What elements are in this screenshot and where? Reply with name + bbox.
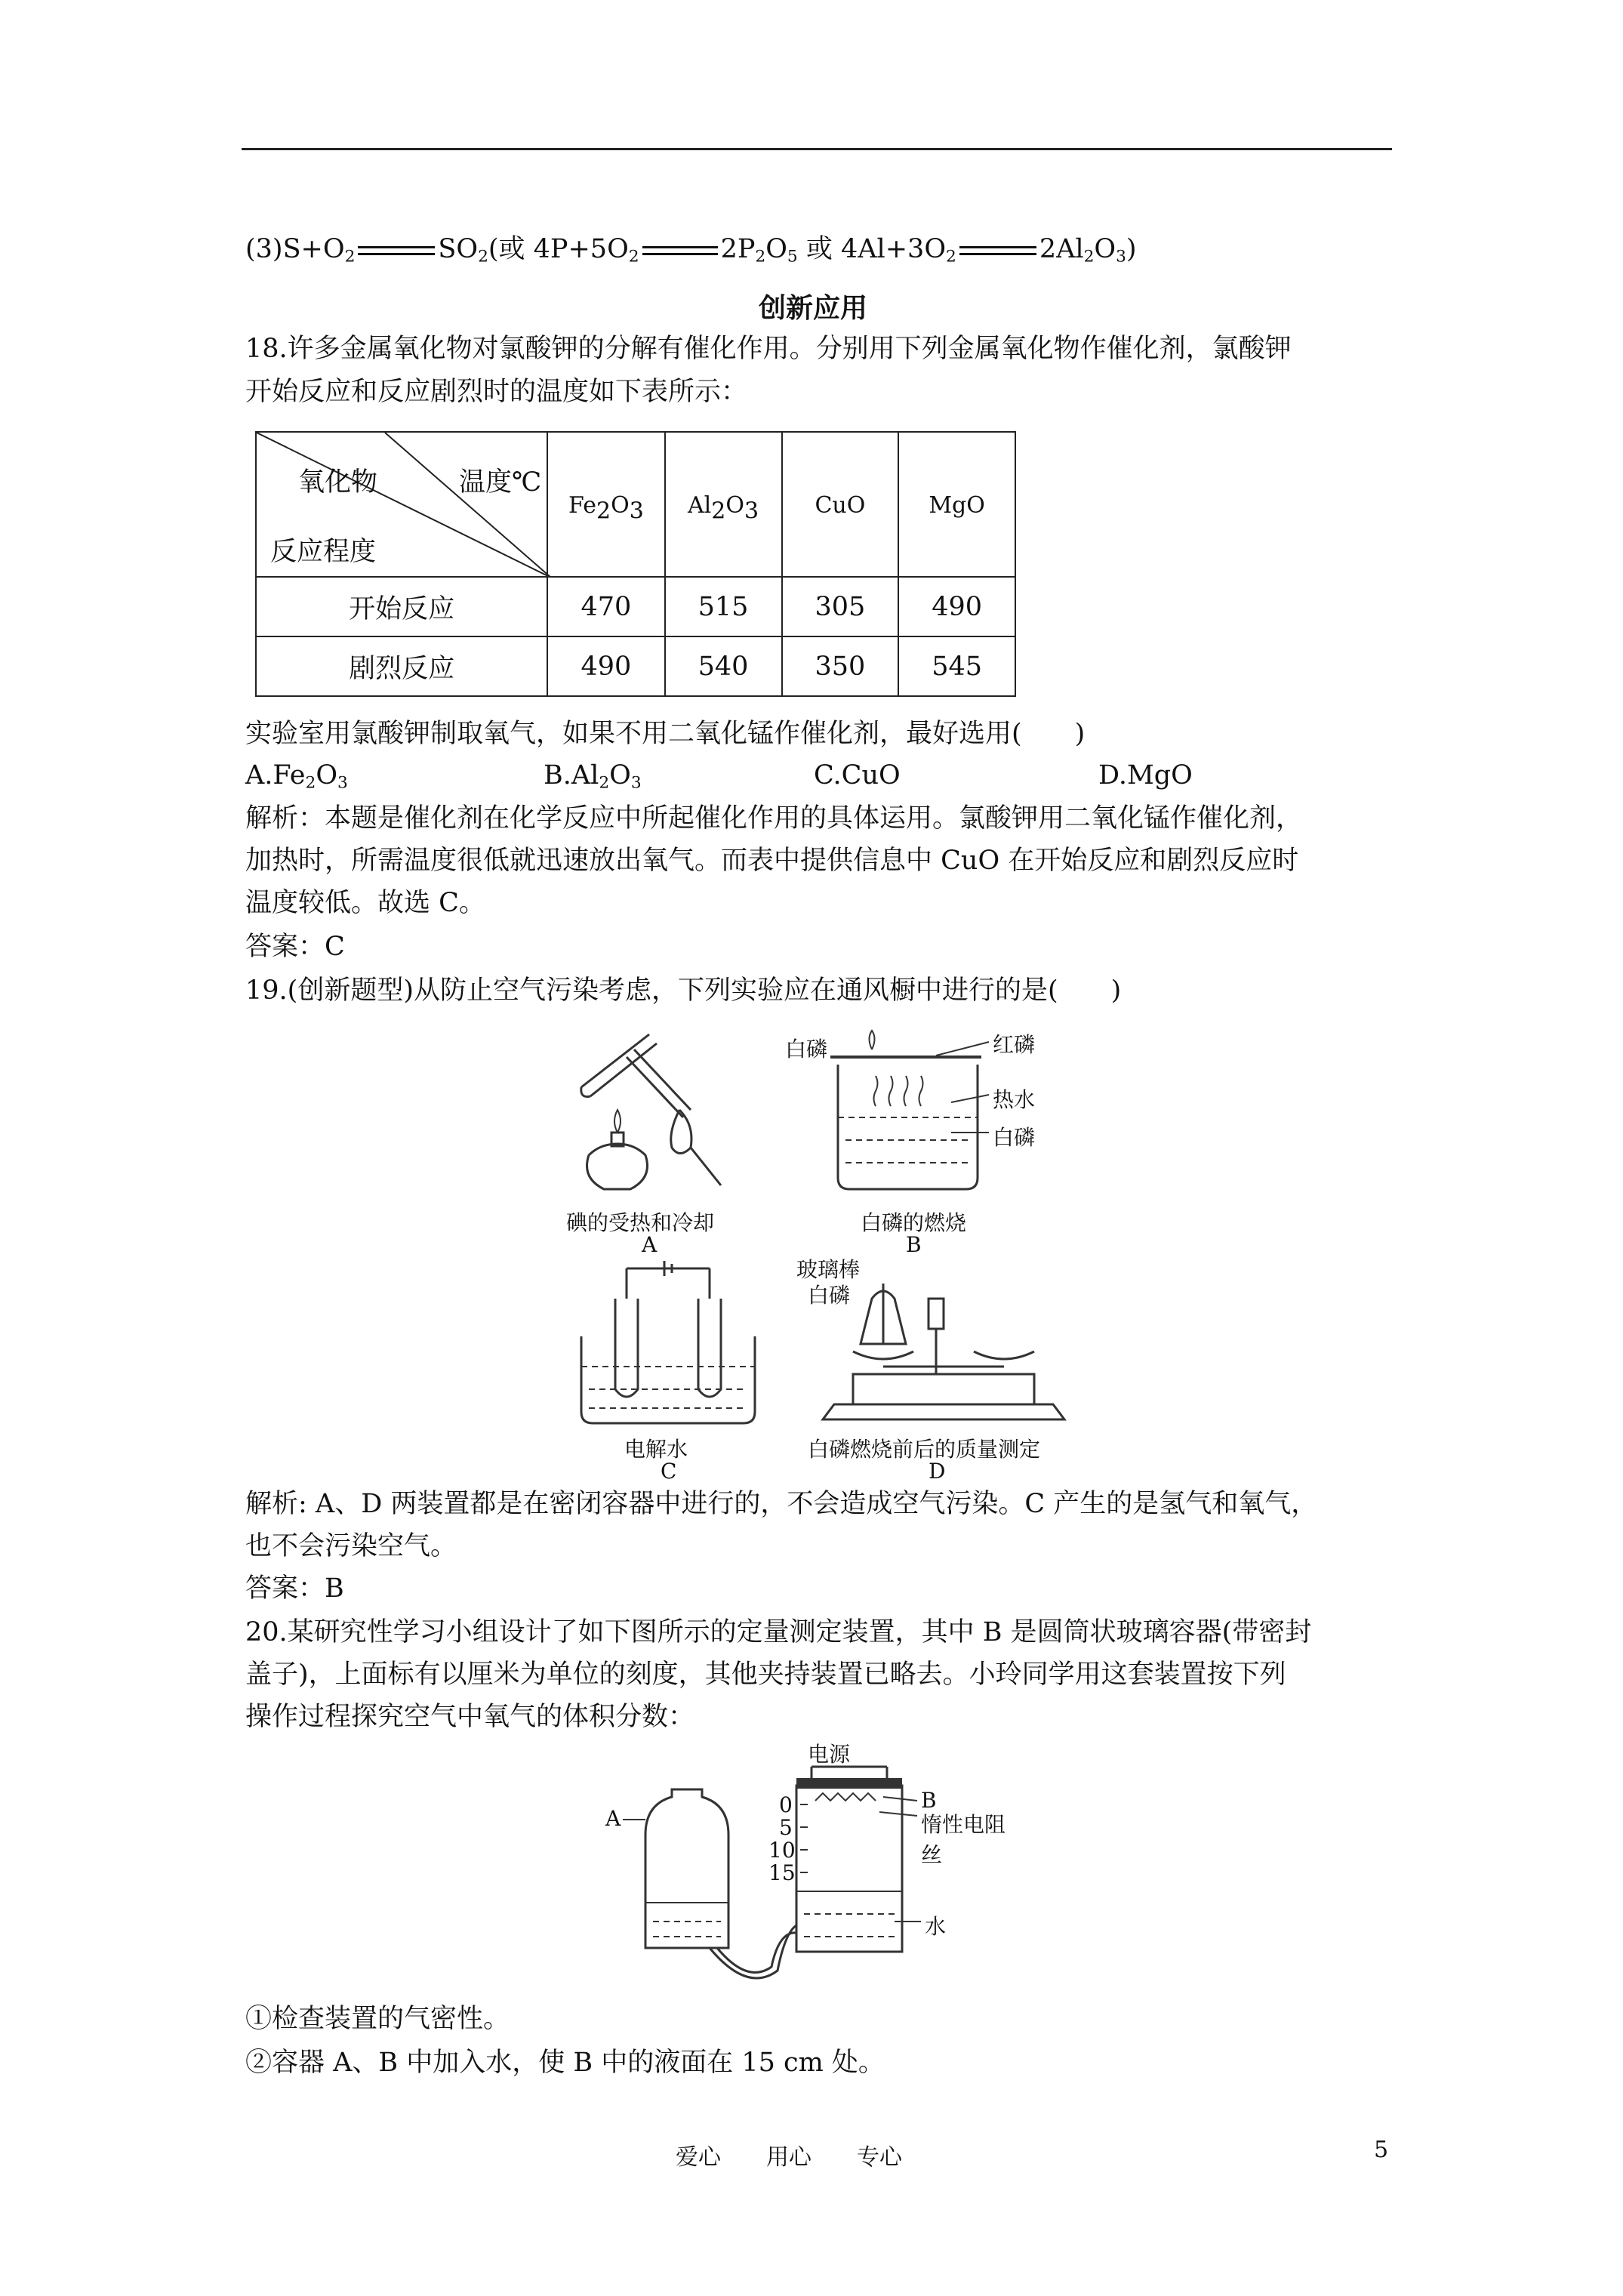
q18-table (255, 431, 1016, 695)
q18-option-b: $B.Al_2O_3$ (544, 760, 642, 793)
column-header-cuo: CuO (782, 432, 899, 577)
q20-line-2: 盖子)，上面标有以厘米为单位的刻度，其他夹持装置已略去。小玲同学用这套装置按下列 (245, 1660, 1286, 1690)
figure-d-letter: D (929, 1459, 946, 1484)
label-white-phosphorus: 白磷 (808, 1283, 851, 1308)
q18-line-1: 18.许多金属氧化物对氯酸钾的分解有催化作用。分别用下列金属氧化物作催化剂，氯酸钾 (245, 334, 1292, 364)
row-label: 剧烈反应 (256, 636, 547, 696)
table-cell: 515 (665, 577, 782, 636)
q20-line-1: 20.某研究性学习小组设计了如下图所示的定量测定装置，其中 B 是圆筒状玻璃容器(带密封 (245, 1617, 1312, 1647)
header-rule (242, 148, 1392, 150)
header-oxide: 氧化物 (298, 467, 378, 498)
figure-c-letter: C (661, 1459, 677, 1484)
table-header-diagonal-cell (256, 432, 547, 577)
figure-b-caption: 白磷的燃烧 (861, 1210, 967, 1235)
column-header-al2o3: $Al_2O_3$ (665, 432, 782, 577)
scale-10: 10 (768, 1838, 796, 1863)
q18-question: 实验室用氯酸钾制取氧气，如果不用二氧化锰作催化剂，最好选用( ) (245, 719, 1086, 749)
q18-option-a: $A.Fe_2O_3$ (245, 760, 348, 793)
q20-figure (605, 1742, 1012, 1993)
oxygen-measurement-apparatus (619, 1744, 1012, 1993)
equation-line-3: $(3)S+O_2$ $SO_2$(或 $4P+5O_2$ $2P_2O_5$ 或 $4Al+3O_2$ $2Al_2O_3$) (245, 234, 1137, 267)
figure-a-letter: A (642, 1232, 658, 1257)
q19-question: 19.(创新题型)从防止空气污染考虑，下列实验应在通风橱中进行的是( ) (245, 975, 1122, 1006)
label-red-phosphorus: 红磷 (993, 1032, 1036, 1057)
label-container-b: B (921, 1788, 937, 1813)
q20-step-2: ②容器 A、B 中加入水，使 B 中的液面在 15 cm 处。 (245, 2048, 885, 2078)
table-cell: 470 (547, 577, 664, 636)
q18-analysis-3: 温度较低。故选 C。 (245, 888, 485, 918)
table-cell: 490 (898, 577, 1015, 636)
table-cell: 540 (665, 636, 782, 696)
table-cell: 545 (898, 636, 1015, 696)
q18-analysis-2: 加热时，所需温度很低就迅速放出氧气。而表中提供信息中 CuO 在开始反应和剧烈反应时 (245, 846, 1299, 876)
label-resistance-wire: 惰性电阻丝 (921, 1812, 1006, 1867)
table-cell: 490 (547, 636, 664, 696)
figure-c-caption: 电解水 (624, 1437, 688, 1462)
figure-c (570, 1253, 766, 1484)
label-power-source: 电源 (808, 1742, 851, 1767)
label-container-a: A (605, 1806, 621, 1831)
q18-line-2: 开始反应和反应剧烈时的温度如下表所示： (245, 377, 748, 407)
q19-analysis-2: 也不会污染空气。 (245, 1531, 457, 1561)
equals-sign-1 (358, 246, 435, 255)
label-hot-water: 热水 (993, 1087, 1036, 1112)
row-label: 开始反应 (256, 577, 547, 636)
figure-d-caption: 白磷燃烧前后的质量测定 (808, 1437, 1041, 1462)
label-glass-rod: 玻璃棒 (796, 1257, 861, 1282)
header-temp: 温度℃ (459, 467, 542, 498)
label-white-phosphorus-bottom: 白磷 (993, 1125, 1036, 1150)
label-white-phosphorus-top: 白磷 (785, 1037, 828, 1062)
table-row (256, 577, 1015, 636)
scale-0: 0 (779, 1792, 793, 1817)
figure-b (785, 1027, 1042, 1257)
q20-line-3: 操作过程探究空气中氧气的体积分数： (245, 1702, 695, 1732)
header-degree: 反应程度 (270, 537, 377, 567)
table-cell: 350 (782, 636, 899, 696)
iodine-heating-illustration (559, 1027, 740, 1200)
figure-d (793, 1253, 1079, 1484)
q18-option-d: D.MgO (1098, 760, 1193, 791)
q19-answer: 答案：B (245, 1573, 344, 1604)
equals-sign-3 (959, 246, 1036, 255)
section-title: 创新应用 (759, 292, 868, 324)
table-row (256, 636, 1015, 696)
column-header-fe2o3: $Fe_2O_3$ (547, 432, 664, 577)
table-cell: 305 (782, 577, 899, 636)
figure-a (559, 1027, 740, 1257)
page-number: 5 (1374, 2137, 1389, 2163)
q20-step-1: ①检查装置的气密性。 (245, 2004, 510, 2034)
footer-motto: 爱心 用心 专心 (676, 2144, 902, 2171)
electrolysis-illustration (570, 1253, 766, 1427)
q18-analysis-1: 解析：本题是催化剂在化学反应中所起催化作用的具体运用。氯酸钾用二氧化锰作催化剂， (245, 803, 1303, 834)
figure-a-caption: 碘的受热和冷却 (566, 1210, 715, 1235)
label-water: 水 (925, 1914, 947, 1939)
column-header-mgo: MgO (898, 432, 1015, 577)
figure-b-letter: B (906, 1232, 922, 1257)
q18-option-c: C.CuO (814, 760, 901, 791)
q19-analysis-1: 解析: A、D 两装置都是在密闭容器中进行的，不会造成空气污染。C 产生的是氢气和氧气， (245, 1489, 1318, 1519)
scale-15: 15 (768, 1860, 796, 1885)
equals-sign-2 (642, 246, 718, 255)
scale-5: 5 (779, 1815, 793, 1840)
q18-answer: 答案：C (245, 932, 345, 962)
